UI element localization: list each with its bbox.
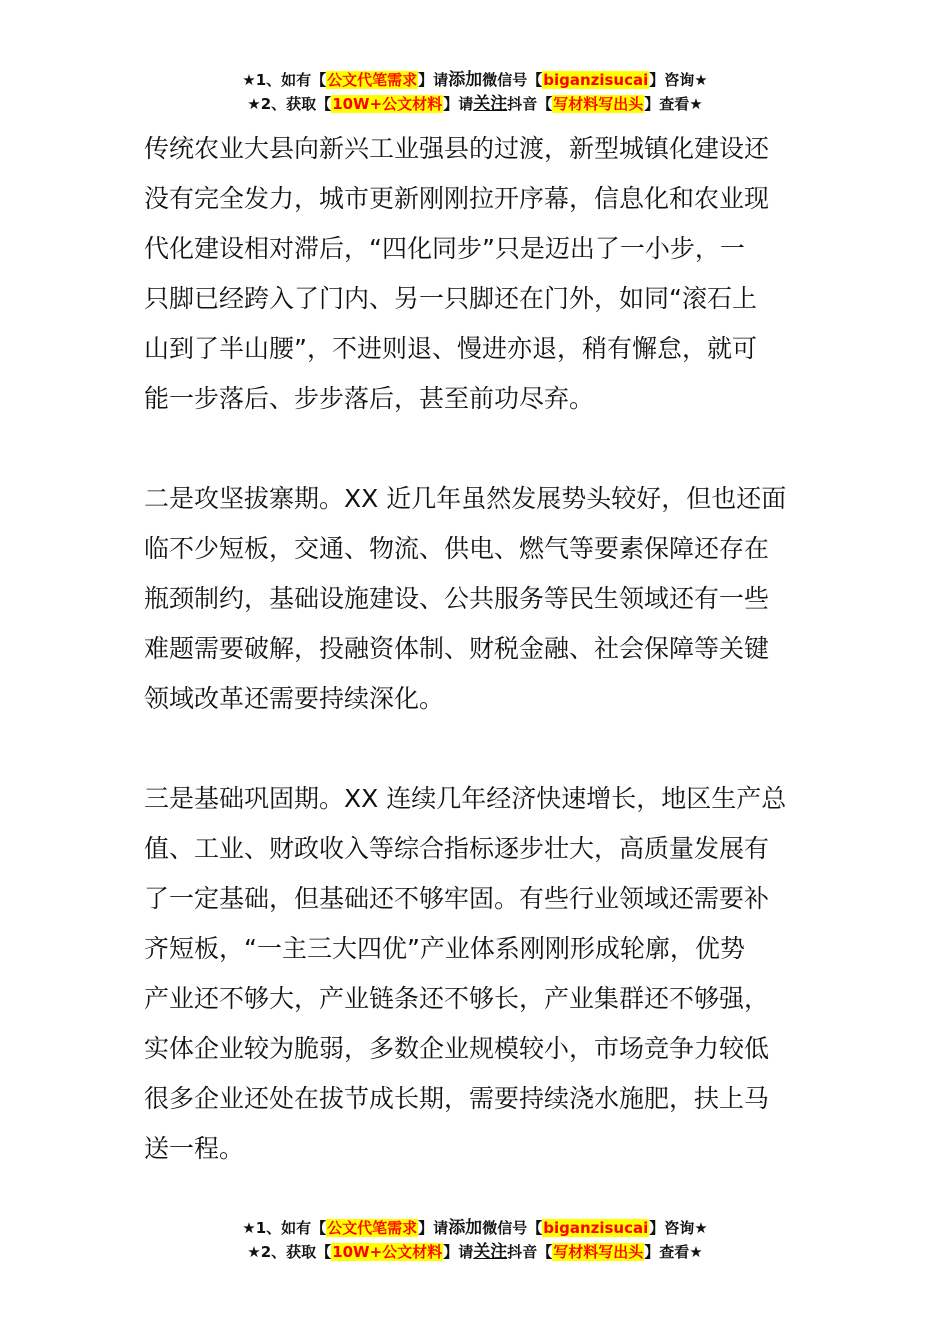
paragraph-spacer: [144, 424, 810, 474]
text-line: 三是基础巩固期。XX 连续几年经济快速增长，地区生产总: [144, 784, 787, 813]
text-line: 能一步落后、步步落后，甚至前功尽弃。: [144, 384, 595, 413]
text-line: 领域改革还需要持续深化。: [144, 684, 445, 713]
promo-line-1: ★1、如有【公文代笔需求】请添加微信号【biganzisucai】咨询★: [242, 70, 708, 90]
text-line: 临不少短板，交通、物流、供电、燃气等要素保障还存在: [144, 534, 770, 563]
document-body: [144, 124, 810, 1174]
highlight-wechat-id: biganzisucai: [543, 1219, 649, 1237]
paragraph-3: [144, 774, 810, 1174]
header-promo-banner: [0, 68, 950, 116]
text-line: 送一程。: [144, 1134, 245, 1163]
text-line: 产业还不够大，产业链条还不够长，产业集群还不够强，: [144, 984, 770, 1013]
text-line: 只脚已经跨入了门内、另一只脚还在门外，如同“滚石上: [144, 284, 757, 313]
text-line: 值、工业、财政收入等综合指标逐步壮大，高质量发展有: [144, 834, 770, 863]
text-line: 瓶颈制约，基础设施建设、公共服务等民生领域还有一些: [144, 584, 770, 613]
promo-line-2: ★2、获取【10W+公文材料】请关注抖音【写材料写出头】查看★: [247, 94, 703, 114]
paragraph-2: [144, 474, 810, 724]
text-line: 传统农业大县向新兴工业强县的过渡，新型城镇化建设还: [144, 134, 770, 163]
text-line: 齐短板，“一主三大四优”产业体系刚刚形成轮廓，优势: [144, 934, 745, 963]
promo-line-2: ★2、获取【10W+公文材料】请关注抖音【写材料写出头】查看★: [247, 1242, 703, 1262]
highlight-materials: 10W+公文材料: [332, 1243, 443, 1261]
text-line: 代化建设相对滞后，“四化同步”只是迈出了一小步，一: [144, 234, 745, 263]
text-line: 实体企业较为脆弱，多数企业规模较小，市场竞争力较低: [144, 1034, 770, 1063]
paragraph-1: [144, 124, 810, 424]
text-line: 没有完全发力，城市更新刚刚拉开序幕，信息化和农业现: [144, 184, 770, 213]
text-line: 二是攻坚拔寨期。XX 近几年虽然发展势头较好，但也还面: [144, 484, 787, 513]
highlight-wechat-id: biganzisucai: [543, 71, 649, 89]
text-line: 很多企业还处在拔节成长期，需要持续浇水施肥，扶上马: [144, 1084, 770, 1113]
promo-line-1: ★1、如有【公文代笔需求】请添加微信号【biganzisucai】咨询★: [242, 1218, 708, 1238]
text-line: 了一定基础，但基础还不够牢固。有些行业领域还需要补: [144, 884, 770, 913]
highlight-service: 公文代笔需求: [327, 71, 418, 89]
highlight-materials: 10W+公文材料: [332, 95, 443, 113]
footer-promo-banner: [0, 1216, 950, 1264]
highlight-douyin-account: 写材料写出头: [553, 1243, 644, 1261]
highlight-douyin-account: 写材料写出头: [553, 95, 644, 113]
text-line: 山到了半山腰”，不进则退、慢进亦退，稍有懈怠，就可: [144, 334, 757, 363]
text-line: 难题需要破解，投融资体制、财税金融、社会保障等关键: [144, 634, 770, 663]
paragraph-spacer: [144, 724, 810, 774]
highlight-service: 公文代笔需求: [327, 1219, 418, 1237]
